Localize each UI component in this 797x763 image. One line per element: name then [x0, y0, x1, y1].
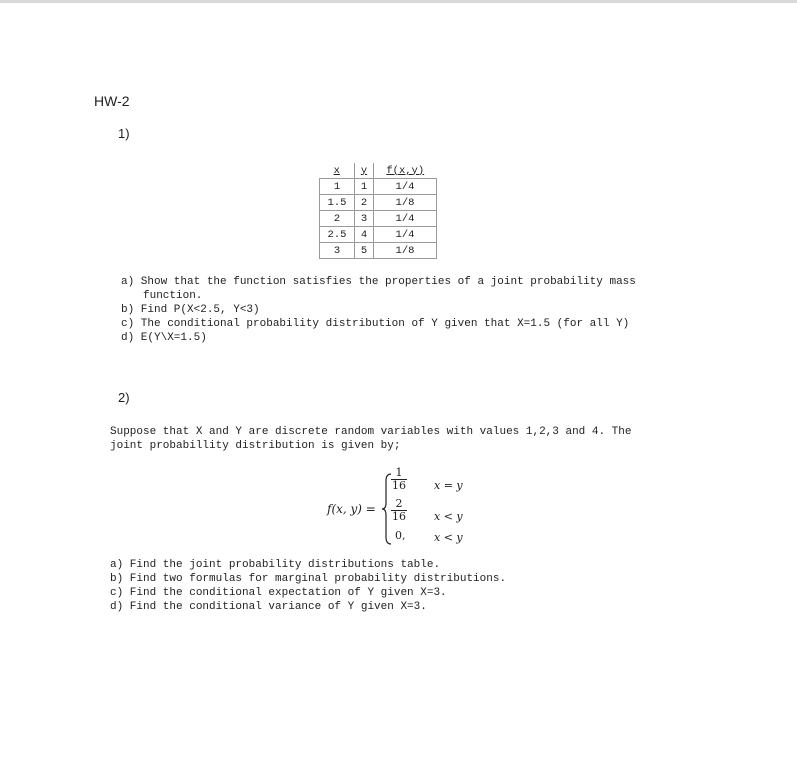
table-row [320, 227, 437, 243]
q1-part-c: c) The conditional probability distribution of Y given that X=1.5 (for all Y) [121, 318, 630, 330]
cell-fxy: 1/4 [374, 227, 437, 243]
table-row [320, 179, 437, 195]
header-x: x [320, 163, 355, 179]
cell-fxy: 1/4 [374, 211, 437, 227]
cell-x: 1.5 [320, 195, 355, 211]
cell-fxy: 1/8 [374, 243, 437, 259]
cell-y: 1 [355, 179, 374, 195]
case3-value: 0, [395, 529, 406, 542]
table-row [320, 195, 437, 211]
cell-y: 2 [355, 195, 374, 211]
cell-y: 3 [355, 211, 374, 227]
table-row [320, 211, 437, 227]
case1-condition: x = y [434, 479, 463, 492]
q2-part-a: a) Find the joint probability distributions table. [110, 559, 441, 571]
header-y: y [355, 163, 374, 179]
cell-x: 2 [320, 211, 355, 227]
q2-intro-line2: joint probabillity distribution is given by; [110, 440, 401, 452]
q2-part-d: d) Find the conditional variance of Y given X=3. [110, 601, 427, 613]
cell-x: 2.5 [320, 227, 355, 243]
window-top-border [0, 0, 797, 3]
question-2-number: 2) [118, 390, 130, 405]
cell-fxy: 1/8 [374, 195, 437, 211]
case2-denominator: 16 [392, 510, 406, 523]
case2-condition: x < y [434, 510, 463, 523]
cell-y: 5 [355, 243, 374, 259]
cell-fxy: 1/4 [374, 179, 437, 195]
case1-fraction [391, 467, 407, 492]
case2-numerator: 2 [391, 498, 407, 511]
case1-numerator: 1 [391, 467, 407, 480]
question-2-parts [110, 558, 506, 614]
case1-denominator: 16 [392, 479, 406, 492]
q1-part-d: d) E(Y\X=1.5) [121, 332, 207, 344]
q1-part-a-line2: function. [143, 290, 203, 302]
q1-part-b: b) Find P(X<2.5, Y<3) [121, 304, 260, 316]
q2-part-b: b) Find two formulas for marginal probability distributions. [110, 573, 507, 585]
question-1-parts [121, 275, 636, 345]
table-header-row [320, 163, 437, 179]
formula-lhs: f(x, y) = [327, 502, 376, 516]
case3-condition: x < y [434, 531, 463, 544]
header-fxy: f(x,y) [374, 163, 437, 179]
joint-probability-table [319, 163, 437, 259]
q2-part-c: c) Find the conditional expectation of Y given X=3. [110, 587, 447, 599]
cell-x: 3 [320, 243, 355, 259]
q2-intro-line1: Suppose that X and Y are discrete random variables with values 1,2,3 and 4. The [110, 426, 632, 438]
table-row [320, 243, 437, 259]
question-1-number: 1) [118, 126, 130, 141]
case2-fraction [391, 498, 407, 523]
cell-x: 1 [320, 179, 355, 195]
question-2-intro [110, 425, 690, 453]
q1-part-a-line1: a) Show that the function satisfies the properties of a joint probability mass [121, 276, 636, 288]
cell-y: 4 [355, 227, 374, 243]
document-title: HW-2 [94, 93, 130, 109]
